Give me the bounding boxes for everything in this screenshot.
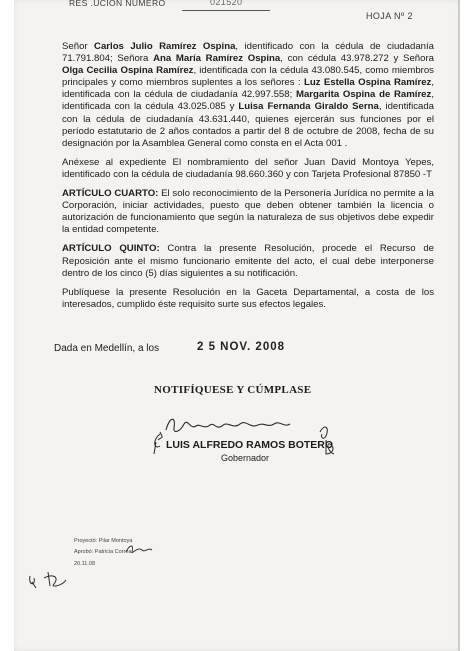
resolution-label: RES .UCION NUMERO	[69, 0, 166, 8]
article-cuarto-title: ARTÍCULO CUARTO:	[62, 188, 159, 200]
page-edge	[458, 0, 460, 651]
page-number: HOJA Nº 2	[366, 11, 413, 21]
paragraph-text-segment: , con cédula 43.978.272 y Señora	[280, 53, 434, 65]
date-text: Dada en Medellín, a los	[54, 343, 160, 354]
paragraph-text-segment: , identificada con la cédula de ciudadanía 43.631.440, quienes ejercerán sus funciones por el período estatutario de 2 años contados a partir del 8 de octubre de 2008, fecha de su designación por la Asamblea General como consta en el Acta 001 .	[62, 101, 435, 149]
footer-date: 20.11.08	[74, 561, 96, 567]
person-name: Carlos Julio Ramírez Ospina	[94, 41, 236, 52]
approval-initials	[124, 542, 154, 556]
resolution-number: 021520	[210, 0, 243, 7]
prepared-by: Proyectó: Pilar Montoya	[74, 538, 133, 544]
person-name: Margarita Ospina de Ramírez	[295, 89, 432, 101]
date-stamp: 2 5 NOV. 2008	[197, 341, 286, 353]
margin-initials	[26, 568, 86, 592]
governor-name: LUIS ALFREDO RAMOS BOTERO	[166, 439, 334, 451]
resolution-body	[62, 41, 434, 318]
person-name: Luisa Fernanda Giraldo Serna	[238, 101, 379, 113]
paraph-right	[322, 438, 338, 458]
article-quinto-title: ARTÍCULO QUINTO:	[62, 243, 160, 255]
paragraph-annex: Anéxese al expediente El nombramiento del señor Juan David Montoya Yepes, identificado con la cédula de ciudadanía 98.660.360 y con Tarjeta Profesional 87850 -T	[62, 156, 434, 180]
closing-formula: NOTIFÍQUESE Y CÚMPLASE	[154, 384, 312, 396]
resolution-number-line	[182, 10, 270, 11]
paragraph-text-segment: , identificada con la cédula de ciudadanía 42.997.558;	[62, 77, 435, 101]
person-name: Olga Cecilia Ospina Ramírez	[62, 65, 194, 77]
paragraph-appointments	[62, 41, 434, 150]
approved-by: Aprobó: Patricia Correa	[74, 549, 132, 555]
governor-title: Gobernador	[221, 453, 270, 463]
article-cuarto	[62, 188, 434, 236]
article-quinto-text: Contra la presente Resolución, procede el Recurso de Reposición ante el mismo funcionario emitente del acto, el cual debe interponerse dentro de los cinco (5) días siguientes a su notificación.	[62, 243, 434, 279]
paragraph-publication: Publíquese la presente Resolución en la Gaceta Departamental, a costa de los interesados, cumplido éste requisito surte sus efectos legales.	[62, 286, 434, 310]
paragraph-text-segment: , identificada con la cédula 43.080.545, como miembros principales y como miembros suplentes a los señores :	[62, 65, 434, 89]
paragraph-text-segment: , identificada con la cédula 43.025.085 y	[62, 89, 434, 113]
person-name: Ana María Ramírez Ospina	[153, 53, 281, 65]
document-page	[14, 0, 460, 651]
person-name: Luz Estella Ospina Ramírez	[303, 77, 432, 89]
paragraph-text-segment: , identificado con la cédula de ciudadanía 71.791.804; Señora	[62, 41, 434, 65]
article-quinto	[62, 243, 434, 279]
handwritten-signature	[154, 410, 334, 442]
paragraph-text-segment: Señor	[62, 41, 95, 52]
paraph-left	[150, 432, 164, 456]
article-cuarto-text: El solo reconocimiento de la Personería Jurídica no permite a la Corporación, iniciar actividades, puesto que deben obtener también la licencia o autorización de funcionamiento que según la naturaleza de sus objetivos debe expedir la entidad competente.	[62, 188, 434, 236]
